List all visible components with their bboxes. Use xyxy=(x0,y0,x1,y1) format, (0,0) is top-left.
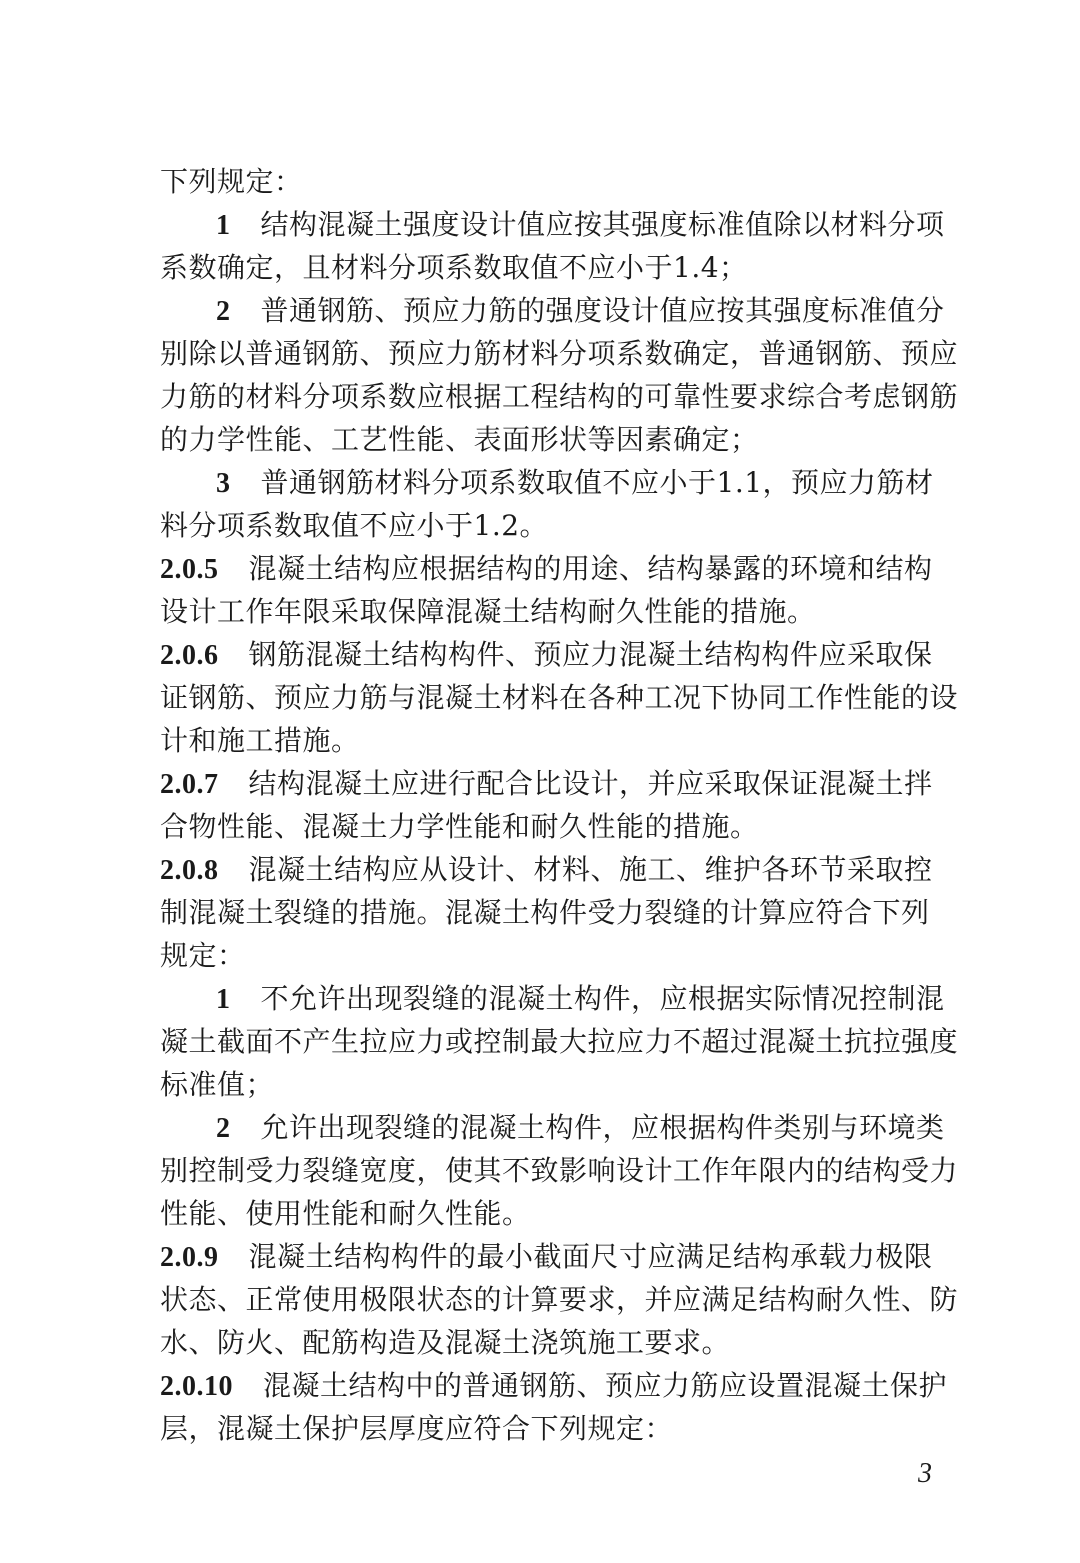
text-line xyxy=(160,762,960,805)
clause-number: 2.0.9 xyxy=(160,1242,219,1273)
clause-number: 2.0.8 xyxy=(160,855,219,886)
text-line xyxy=(160,375,960,418)
text-line xyxy=(160,805,960,848)
line-text: 的力学性能、工艺性能、表面形状等因素确定； xyxy=(160,423,759,456)
clause-number: 2.0.6 xyxy=(160,640,219,671)
clause-number: 2.0.7 xyxy=(160,769,219,800)
line-text: 结构混凝土强度设计值应按其强度标准值除以材料分项 xyxy=(260,208,945,241)
line-text: 状态、正常使用极限状态的计算要求，并应满足结构耐久性、防 xyxy=(160,1283,959,1316)
text-line xyxy=(160,1106,960,1149)
text-line xyxy=(160,934,960,977)
clause-number: 2.0.5 xyxy=(160,554,219,585)
line-text: 力筋的材料分项系数应根据工程结构的可靠性要求综合考虑钢筋 xyxy=(160,380,959,413)
line-text: 混凝土结构中的普通钢筋、预应力筋应设置混凝土保护 xyxy=(263,1369,948,1402)
text-line xyxy=(160,1192,960,1235)
text-line xyxy=(160,1407,960,1450)
text-line xyxy=(160,1364,960,1407)
document-body xyxy=(160,160,960,1450)
clause-number: 2 xyxy=(216,1113,231,1144)
text-line xyxy=(160,1235,960,1278)
text-line xyxy=(160,332,960,375)
text-line xyxy=(160,1063,960,1106)
line-text: 普通钢筋、预应力筋的强度设计值应按其强度标准值分 xyxy=(260,294,945,327)
text-line xyxy=(160,203,960,246)
text-line xyxy=(160,1278,960,1321)
line-text: 混凝土结构应从设计、材料、施工、维护各环节采取控 xyxy=(248,853,933,886)
text-line xyxy=(160,1020,960,1063)
line-text: 下列规定： xyxy=(160,165,303,198)
line-text: 结构混凝土应进行配合比设计，并应采取保证混凝土拌 xyxy=(248,767,933,800)
line-text: 别控制受力裂缝宽度，使其不致影响设计工作年限内的结构受力 xyxy=(160,1154,959,1187)
line-text: 混凝土结构应根据结构的用途、结构暴露的环境和结构 xyxy=(248,552,933,585)
line-text: 规定： xyxy=(160,939,246,972)
line-text: 标准值； xyxy=(160,1068,275,1101)
line-text: 层，混凝土保护层厚度应符合下列规定： xyxy=(160,1412,674,1445)
line-text: 普通钢筋材料分项系数取值不应小于1.1，预应力筋材 xyxy=(260,466,934,499)
text-line xyxy=(160,504,960,547)
line-text: 允许出现裂缝的混凝土构件，应根据构件类别与环境类 xyxy=(260,1111,945,1144)
text-line xyxy=(160,289,960,332)
text-line xyxy=(160,719,960,762)
line-text: 系数确定，且材料分项系数取值不应小于1.4； xyxy=(160,251,748,284)
line-text: 设计工作年限采取保障混凝土结构耐久性能的措施。 xyxy=(160,595,816,628)
text-line xyxy=(160,1149,960,1192)
clause-number: 1 xyxy=(216,210,231,241)
line-text: 证钢筋、预应力筋与混凝土材料在各种工况下协同工作性能的设 xyxy=(160,681,959,714)
text-line xyxy=(160,633,960,676)
line-text: 性能、使用性能和耐久性能。 xyxy=(160,1197,531,1230)
text-line xyxy=(160,246,960,289)
page-number: 3 xyxy=(918,1458,932,1489)
line-text: 混凝土结构构件的最小截面尺寸应满足结构承载力极限 xyxy=(248,1240,933,1273)
text-line xyxy=(160,977,960,1020)
text-line xyxy=(160,160,960,203)
text-line xyxy=(160,418,960,461)
text-line xyxy=(160,676,960,719)
clause-number: 1 xyxy=(216,984,231,1015)
line-text: 制混凝土裂缝的措施。混凝土构件受力裂缝的计算应符合下列 xyxy=(160,896,930,929)
clause-number: 2.0.10 xyxy=(160,1371,233,1402)
line-text: 料分项系数取值不应小于1.2。 xyxy=(160,509,549,542)
line-text: 别除以普通钢筋、预应力筋材料分项系数确定，普通钢筋、预应 xyxy=(160,337,959,370)
text-line xyxy=(160,461,960,504)
text-line xyxy=(160,848,960,891)
line-text: 合物性能、混凝土力学性能和耐久性能的措施。 xyxy=(160,810,759,843)
clause-number: 3 xyxy=(216,468,231,499)
text-line xyxy=(160,547,960,590)
text-line xyxy=(160,1321,960,1364)
line-text: 凝土截面不产生拉应力或控制最大拉应力不超过混凝土抗拉强度 xyxy=(160,1025,959,1058)
line-text: 水、防火、配筋构造及混凝土浇筑施工要求。 xyxy=(160,1326,731,1359)
text-line xyxy=(160,891,960,934)
clause-number: 2 xyxy=(216,296,231,327)
line-text: 不允许出现裂缝的混凝土构件，应根据实际情况控制混 xyxy=(260,982,945,1015)
line-text: 钢筋混凝土结构构件、预应力混凝土结构构件应采取保 xyxy=(248,638,933,671)
line-text: 计和施工措施。 xyxy=(160,724,360,757)
text-line xyxy=(160,590,960,633)
